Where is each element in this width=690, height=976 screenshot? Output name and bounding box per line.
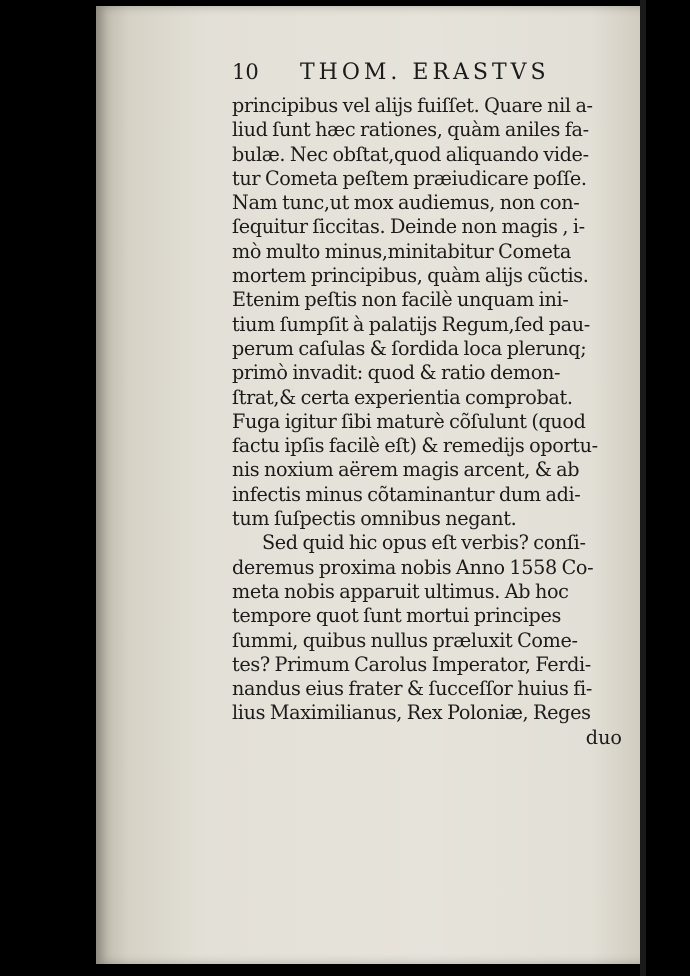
text-line: liud ſunt hæc rationes, quàm aniles fa-: [232, 118, 589, 142]
text-line: lius Maximilianus, Rex Poloniæ, Reges: [232, 701, 591, 725]
text-line: tium ſumpſit à palatijs Regum,ſed pau-: [232, 312, 590, 336]
text-line: meta nobis apparuit ultimus. Ab hoc: [232, 579, 569, 603]
text-block: [232, 60, 642, 750]
catchword: duo: [585, 725, 622, 749]
text-line: infectis minus cõtaminantur dum adi-: [232, 482, 581, 506]
text-line: ſequitur ſiccitas. Deinde non magis , i-: [232, 215, 585, 239]
text-line: mortem principibus, quàm alijs cũctis.: [232, 264, 589, 288]
text-line: bulæ. Nec obſtat,quod aliquando vide-: [232, 142, 589, 166]
page-number: 10: [232, 60, 259, 84]
text-line: primò invadit: quod & ratio demon-: [232, 361, 561, 385]
text-line: mò multo minus,minitabitur Cometa: [232, 239, 572, 263]
text-line: nis noxium aërem magis arcent, & ab: [232, 458, 580, 482]
running-title: THOM. ERASTVS: [300, 60, 550, 85]
text-line: tum ſuſpectis omnibus negant.: [232, 507, 517, 531]
running-head: [232, 60, 642, 94]
text-line: ſummi, quibus nullus præluxit Come-: [232, 628, 578, 652]
text-line: Nam tunc,ut mox audiemus, non con-: [232, 191, 580, 215]
text-line: ſtrat,& certa experientia comprobat.: [232, 385, 573, 409]
text-line: principibus vel alijs fuiſſet. Quare nil a-: [232, 94, 593, 117]
text-line: Fuga igitur ſibi maturè cõſulunt (quod: [232, 409, 586, 433]
text-line: Etenim peſtis non facilè unquam ini-: [232, 288, 569, 312]
text-line: tempore quot ſunt mortui principes: [232, 604, 561, 628]
text-line: perum caſulas & ſordida loca plerunq;: [232, 336, 587, 360]
text-line: tes? Primum Carolus Imperator, Ferdi-: [232, 652, 591, 676]
text-line: tur Cometa peſtem præiudicare poſſe.: [232, 166, 587, 190]
text-line: deremus proxima nobis Anno 1558 Co-: [232, 555, 594, 579]
text-line: factu ipſis facilè eſt) & remedijs oportu-: [232, 434, 598, 458]
text-line: nandus eius frater & ſucceſſor huius fi-: [232, 677, 592, 701]
paragraph-start-line: Sed quid hic opus eſt verbis? conſi-: [262, 531, 586, 555]
